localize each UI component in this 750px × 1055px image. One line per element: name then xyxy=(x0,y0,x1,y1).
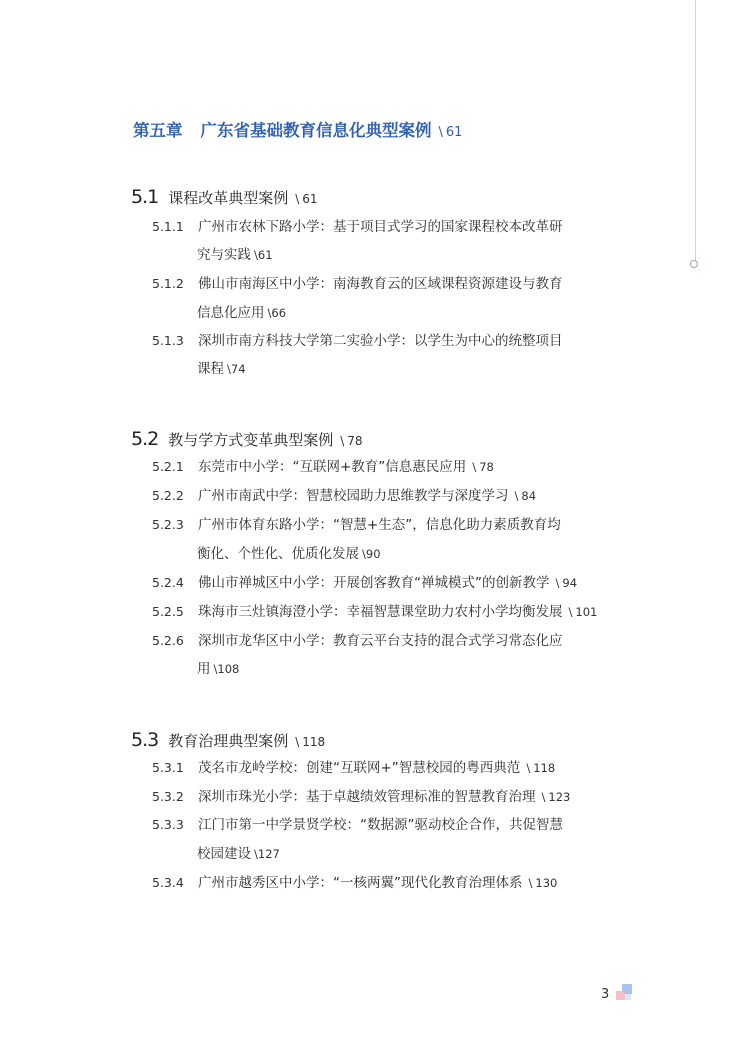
entry-number: 5.2.4 xyxy=(152,575,184,590)
margin-dot-ornament xyxy=(690,260,698,268)
toc-separator: \ xyxy=(514,489,519,503)
section-number: 5.3 xyxy=(131,729,159,751)
entry-page: 108 xyxy=(217,662,240,676)
toc-entry-5-2-4[interactable] xyxy=(152,574,577,592)
entry-title: 广州市南武中学：智慧校园助力思维教学与深度学习 xyxy=(198,488,509,504)
section-page: 118 xyxy=(302,735,326,749)
toc-entry-5-1-2-continued[interactable] xyxy=(197,304,286,322)
entry-number: 5.2.5 xyxy=(152,604,184,619)
toc-entry-5-3-3-continued[interactable] xyxy=(197,845,280,863)
toc-separator: \ xyxy=(340,434,345,448)
entry-title: 深圳市珠光小学：基于卓越绩效管理标准的智慧教育治理 xyxy=(198,789,536,805)
toc-entry-5-2-2[interactable] xyxy=(152,487,536,505)
toc-entry-5-2-6[interactable] xyxy=(152,632,563,650)
margin-rule xyxy=(695,0,696,263)
entry-title: 东莞市中小学：“互联网+教育”信息惠民应用 xyxy=(198,459,467,475)
entry-title-continued: 课程 xyxy=(197,361,224,377)
toc-separator: \ xyxy=(438,125,443,140)
toc-separator: \ xyxy=(295,735,300,749)
toc-separator: \ xyxy=(254,248,258,262)
entry-title: 广州市越秀区中小学：“一核两翼”现代化教育治理体系 xyxy=(198,875,523,891)
toc-separator: \ xyxy=(541,790,546,804)
toc-separator: \ xyxy=(526,761,531,775)
section-heading-5-2[interactable] xyxy=(131,428,363,450)
toc-entry-5-1-2[interactable] xyxy=(152,275,563,293)
entry-number: 5.3.1 xyxy=(152,760,184,775)
entry-page: 84 xyxy=(521,489,537,503)
toc-separator: \ xyxy=(254,847,258,861)
toc-separator: \ xyxy=(472,460,477,474)
entry-page: 90 xyxy=(365,547,381,561)
entry-number: 5.1.3 xyxy=(152,333,184,348)
section-page: 78 xyxy=(347,434,363,448)
toc-separator: \ xyxy=(267,306,272,320)
toc-separator: \ xyxy=(528,876,533,890)
entry-number: 5.3.4 xyxy=(152,875,184,890)
section-title: 教育治理典型案例 xyxy=(168,732,289,750)
toc-separator: \ xyxy=(295,192,300,206)
toc-entry-5-2-6-continued[interactable] xyxy=(197,660,239,678)
toc-separator: \ xyxy=(227,362,231,376)
section-number: 5.2 xyxy=(131,428,159,450)
toc-separator: \ xyxy=(362,547,366,561)
entry-title: 广州市农林下路小学：基于项目式学习的国家课程校本改革研 xyxy=(198,219,563,235)
entry-page: 123 xyxy=(548,790,571,804)
entry-title-continued: 究与实践 xyxy=(197,247,251,263)
entry-page: 78 xyxy=(479,460,494,474)
logo-square-pink xyxy=(616,991,625,1000)
entry-page: 61 xyxy=(257,248,273,262)
entry-title-continued: 校园建设 xyxy=(197,846,251,862)
entry-number: 5.1.2 xyxy=(152,276,184,291)
entry-number: 5.3.2 xyxy=(152,789,184,804)
entry-number: 5.2.1 xyxy=(152,459,184,474)
corner-squares-logo-icon xyxy=(616,984,634,1002)
entry-number: 5.2.2 xyxy=(152,488,184,503)
entry-page: 127 xyxy=(257,847,280,861)
toc-entry-5-3-4[interactable] xyxy=(152,874,557,892)
entry-number: 5.3.3 xyxy=(152,817,184,832)
entry-page: 94 xyxy=(562,576,578,590)
entry-page: 101 xyxy=(575,605,598,619)
toc-entry-5-1-1[interactable] xyxy=(152,218,563,236)
toc-entry-5-1-1-continued[interactable] xyxy=(197,246,273,264)
toc-separator: \ xyxy=(568,605,573,619)
section-heading-5-3[interactable] xyxy=(131,729,325,751)
section-number: 5.1 xyxy=(131,186,159,208)
entry-title: 江门市第一中学景贤学校：“数据源”驱动校企合作，共促智慧 xyxy=(198,817,563,833)
entry-page: 130 xyxy=(535,876,558,890)
toc-entry-5-3-2[interactable] xyxy=(152,788,570,806)
entry-title: 广州市体育东路小学：“智慧+生态”，信息化助力素质教育均 xyxy=(198,517,561,533)
toc-entry-5-3-3[interactable] xyxy=(152,816,563,834)
entry-title: 深圳市南方科技大学第二实验小学：以学生为中心的统整项目 xyxy=(198,333,563,349)
entry-title: 佛山市禅城区中小学：开展创客教育“禅城模式”的创新教学 xyxy=(198,575,550,591)
entry-title: 佛山市南海区中小学：南海教育云的区域课程资源建设与教育 xyxy=(198,276,563,292)
entry-title-continued: 信息化应用 xyxy=(197,305,265,321)
entry-title-continued: 衡化、个性化、优质化发展 xyxy=(197,546,359,562)
entry-title: 茂名市龙岭学校：创建“互联网+”智慧校园的粤西典范 xyxy=(198,760,521,776)
entry-page: 66 xyxy=(271,306,287,320)
toc-entry-5-2-3[interactable] xyxy=(152,516,561,534)
chapter-page: 61 xyxy=(445,125,463,140)
entry-page: 74 xyxy=(230,362,246,376)
section-heading-5-1[interactable] xyxy=(131,186,318,208)
section-title: 教与学方式变革典型案例 xyxy=(168,431,334,449)
toc-separator: \ xyxy=(555,576,560,590)
entry-number: 5.2.6 xyxy=(152,633,184,648)
toc-entry-5-2-3-continued[interactable] xyxy=(197,545,381,563)
toc-entry-5-1-3-continued[interactable] xyxy=(197,360,246,378)
toc-separator: \ xyxy=(213,662,218,676)
entry-number: 5.1.1 xyxy=(152,219,184,234)
chapter-title: 广东省基础教育信息化典型案例 xyxy=(200,121,432,140)
logo-square-light xyxy=(625,994,631,1000)
entry-title: 珠海市三灶镇海澄小学：幸福智慧课堂助力农村小学均衡发展 xyxy=(198,604,563,620)
chapter-heading[interactable] xyxy=(133,117,462,141)
entry-title: 深圳市龙华区中小学：教育云平台支持的混合式学习常态化应 xyxy=(198,633,563,649)
toc-entry-5-1-3[interactable] xyxy=(152,332,563,350)
section-title: 课程改革典型案例 xyxy=(168,189,289,207)
entry-number: 5.2.3 xyxy=(152,517,184,532)
toc-entry-5-3-1[interactable] xyxy=(152,759,555,777)
toc-entry-5-2-1[interactable] xyxy=(152,458,494,476)
section-page: 61 xyxy=(302,192,318,206)
page-number: 3 xyxy=(601,987,610,1002)
toc-entry-5-2-5[interactable] xyxy=(152,603,597,621)
entry-title-continued: 用 xyxy=(197,661,211,677)
chapter-number: 第五章 xyxy=(133,121,183,140)
entry-page: 118 xyxy=(533,761,556,775)
